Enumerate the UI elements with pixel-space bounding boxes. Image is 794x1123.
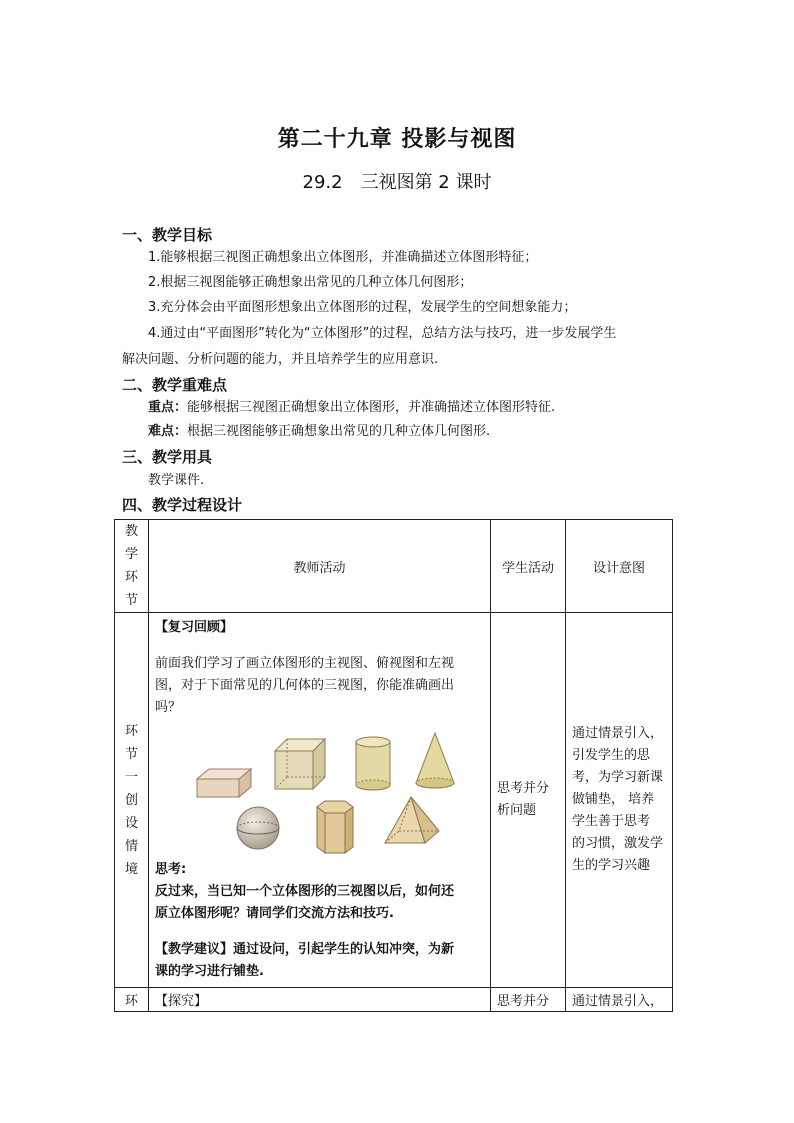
suggestion-label: 【教学建议】 — [155, 942, 234, 957]
process-heading: 四、教学过程设计 — [122, 496, 243, 514]
section-number: 29.2 — [302, 172, 343, 193]
key-points-heading: 二、教学重难点 — [122, 376, 228, 394]
teacher-activity-cell — [149, 613, 491, 988]
stage-1-label: 环 节 一 创 设 情 境 — [115, 613, 149, 988]
think-line-1: 反过来，当已知一个立体图形的三视图以后，如何还 — [155, 884, 455, 899]
header-stage: 教 学 环 节 — [115, 520, 149, 613]
difficulty-text: 根据三视图能够正确想象出常见的几种立体几何图形. — [187, 424, 491, 439]
hexagonal-prism-figure — [313, 797, 357, 857]
objective-item-3: 3.充分体会由平面图形想象出立体图形的过程，发展学生的空间想象能力； — [148, 300, 577, 315]
process-table — [114, 519, 673, 1012]
table-header-row — [115, 520, 673, 613]
student-activity-cell: 思考并分 析问题 — [491, 613, 566, 988]
explore-label: 【探究】 — [149, 988, 491, 1012]
intro-line-1: 前面我们学习了画立体图形的主视图、俯视图和左视 — [155, 656, 455, 671]
review-label: 【复习回顾】 — [155, 620, 234, 635]
think-label: 思考: — [155, 862, 187, 877]
think-line-2: 原立体图形呢？请同学们交流方法和技巧. — [155, 906, 394, 921]
stage-2-student: 思考并分 — [491, 988, 566, 1012]
objective-item-4: 4.通过由“平面图形”转化为“立体图形”的过程，总结方法与技巧，进一步发展学生 — [148, 326, 617, 341]
header-student-activity: 学生活动 — [491, 520, 566, 613]
stage-2-intent: 通过情景引入， — [566, 988, 673, 1012]
stage-2-label: 环 — [115, 988, 149, 1012]
section-title — [0, 168, 794, 194]
suggestion-line-2: 课的学习进行铺垫. — [155, 964, 264, 979]
table-row-stage-2 — [115, 988, 673, 1012]
section-name: 三视图第 2 课时 — [360, 172, 492, 193]
intro-line-3: 吗？ — [155, 700, 182, 715]
focus-text: 能够根据三视图正确想象出立体图形，并准确描述立体图形特征. — [187, 400, 556, 415]
objective-item-2: 2.根据三视图能够正确想象出常见的几种立体几何图形； — [148, 275, 473, 290]
cone-figure — [413, 731, 457, 791]
header-teacher-activity: 教师活动 — [149, 520, 491, 613]
difficulty-point — [148, 422, 490, 442]
cuboid-figure — [195, 765, 255, 799]
focus-point — [148, 398, 555, 418]
tools-text: 教学课件. — [148, 473, 205, 488]
pyramid-figure — [381, 795, 443, 849]
objectives-heading: 一、教学目标 — [122, 226, 213, 244]
header-design-intent: 设计意图 — [566, 520, 673, 613]
intro-line-2: 图，对于下面常见的几何体的三视图，你能准确画出 — [155, 678, 455, 693]
cylinder-figure — [353, 735, 395, 793]
objective-item-1: 1.能够根据三视图正确想象出立体图形，并准确描述立体图形特征； — [148, 250, 538, 265]
sphere-figure — [235, 805, 281, 851]
chapter-title: 第二十九章 投影与视图 — [277, 127, 517, 152]
objective-item-4-continued: 解决问题、分析问题的能力，并且培养学生的应用意识. — [122, 352, 439, 367]
solid-figures-illustration — [185, 725, 505, 855]
suggestion-line-1: 【教学建议】通过设问，引起学生的认知冲突，为新 — [155, 942, 455, 957]
design-intent-cell: 通过情景引入， 引发学生的思 考，为学习新课 做铺垫， 培养 学生善于思考 的习惯，激发学 生的学习兴趣 — [566, 613, 673, 988]
focus-label: 重点： — [148, 400, 188, 415]
table-row-stage-1 — [115, 613, 673, 988]
cube-figure — [273, 737, 329, 793]
tools-heading: 三、教学用具 — [122, 448, 213, 466]
difficulty-label: 难点： — [148, 424, 188, 439]
